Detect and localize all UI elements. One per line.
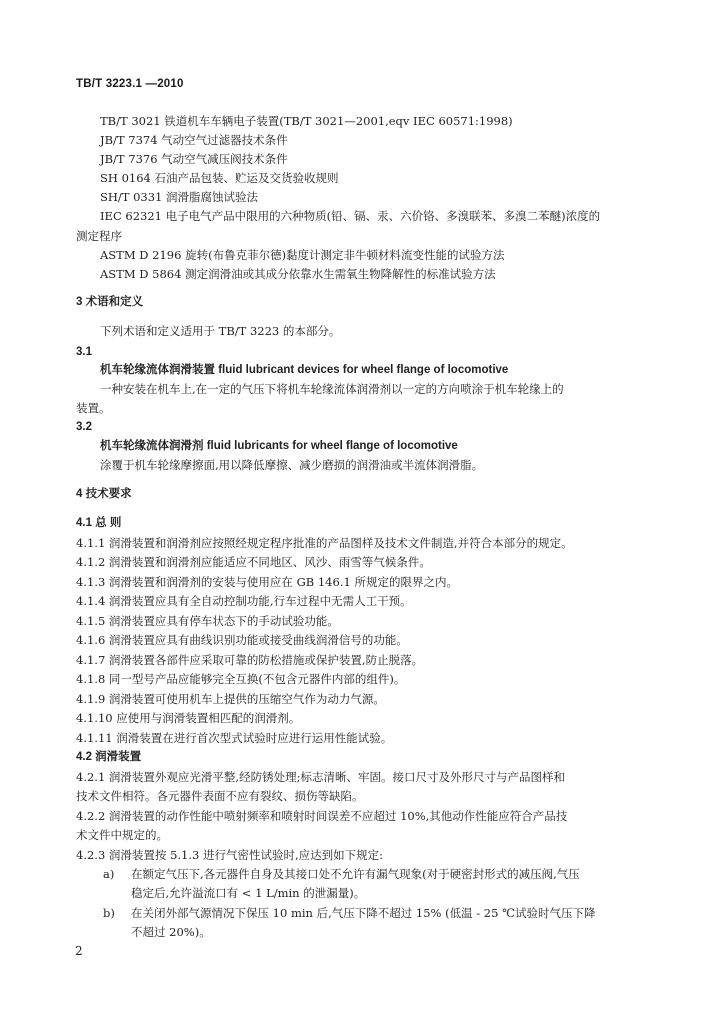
section-heading: 3 术语和定义 <box>76 296 144 308</box>
reference-item: SH/T 0331 润滑脂腐蚀试验法 <box>100 190 259 204</box>
clause: 4.1.10 应使用与润滑装置相匹配的润滑剂。 <box>76 711 301 725</box>
reference-item-continuation: 测定程序 <box>76 229 122 243</box>
clause: 4.1.1 润滑装置和润滑剂应按照经规定程序批准的产品图样及技术文件制造,并符合本部分的规定。 <box>76 536 573 550</box>
list-label: b) <box>103 906 115 920</box>
clause: 4.1.5 润滑装置应具有停车状态下的手动试验功能。 <box>76 614 339 628</box>
list-item-text: 在额定气压下,各元器件自身及其接口处不允许有漏气现象(对于硬密封形式的减压阀,气压 <box>131 867 580 881</box>
term-definition: 装置。 <box>76 401 111 415</box>
reference-item: JB/T 7376 气动空气减压阀技术条件 <box>100 152 288 166</box>
subsection-heading: 4.1 总 则 <box>76 517 122 529</box>
list-item-text: 在关闭外部气源情况下保压 10 min 后,气压下降不超过 15% (低温 - 25 ℃试验时气压下降 <box>131 906 596 920</box>
reference-item: SH 0164 石油产品包装、贮运及交货验收规则 <box>100 171 339 185</box>
list-item-text: 稳定后,允许溢流口有 < 1 L/min 的泄漏量)。 <box>131 886 366 900</box>
reference-item: IEC 62321 电子电气产品中限用的六种物质(铅、镉、汞、六价铬、多溴联苯、多溴二苯醚)浓度的 <box>100 209 601 223</box>
clause: 4.1.11 润滑装置在进行首次型式试验时应进行运用性能试验。 <box>76 731 393 745</box>
term-definition: 一种安装在机车上,在一定的气压下将机车轮缘流体润滑剂以一定的方向喷涂于机车轮缘上的 <box>100 382 564 396</box>
reference-item: TB/T 3021 铁道机车车辆电子装置(TB/T 3021—2001,eqv IEC 60571:1998) <box>100 114 513 128</box>
clause: 4.1.7 润滑装置各部件应采取可靠的防松措施或保护装置,防止脱落。 <box>76 653 424 667</box>
clause: 4.2.1 润滑装置外观应光滑平整,经防锈处理;标志清晰、牢固。接口尺寸及外形尺寸与产品图样和 <box>76 770 565 784</box>
clause: 4.2.3 润滑装置按 5.1.3 进行气密性试验时,应达到如下规定: <box>76 848 384 862</box>
clause: 4.1.3 润滑装置和润滑剂的安装与使用应在 GB 146.1 所规定的限界之内。 <box>76 575 458 589</box>
term-title: 机车轮缘流体润滑装置 fluid lubricant devices for wheel flange of locomotive <box>100 364 509 376</box>
document-header: TB/T 3223.1 —2010 <box>76 78 184 90</box>
clause-continuation: 技术文件相符。各元器件表面不应有裂纹、损伤等缺陷。 <box>76 789 364 803</box>
term-number: 3.1 <box>76 346 92 358</box>
clause: 4.1.4 润滑装置应具有全自动控制功能,行车过程中无需人工干预。 <box>76 594 412 608</box>
page-number: 2 <box>75 944 83 958</box>
term-number: 3.2 <box>76 421 92 433</box>
reference-item: ASTM D 5864 测定润滑油或其成分依靠水生需氧生物降解性的标准试验方法 <box>100 267 496 281</box>
paragraph: 下列术语和定义适用于 TB/T 3223 的本部分。 <box>100 324 341 338</box>
term-title: 机车轮缘流体润滑剂 fluid lubricants for wheel flange of locomotive <box>100 440 458 452</box>
list-label: a) <box>103 867 115 881</box>
reference-item: ASTM D 2196 旋转(布鲁克菲尔德)黏度计测定非牛顿材料流变性能的试验方法 <box>100 248 505 262</box>
clause: 4.1.2 润滑装置和润滑剂应能适应不同地区、风沙、雨雪等气候条件。 <box>76 555 431 569</box>
clause: 4.1.9 润滑装置可使用机车上提供的压缩空气作为动力气源。 <box>76 692 385 706</box>
clause: 4.1.8 同一型号产品应能够完全互换(不包含元器件内部的组件)。 <box>76 672 406 686</box>
reference-item: JB/T 7374 气动空气过滤器技术条件 <box>100 133 288 147</box>
subsection-heading: 4.2 润滑装置 <box>76 751 142 763</box>
clause: 4.2.2 润滑装置的动作性能中喷射频率和喷射时间误差不应超过 10%,其他动作性能应符合产品技 <box>76 809 568 823</box>
term-definition: 涂覆于机车轮缘摩擦面,用以降低摩擦、减少磨损的润滑油或半流体润滑脂。 <box>100 458 484 472</box>
clause-continuation: 术文件中规定的。 <box>76 828 168 842</box>
section-heading: 4 技术要求 <box>76 488 132 500</box>
clause: 4.1.6 润滑装置应具有曲线识别功能或接受曲线润滑信号的功能。 <box>76 633 408 647</box>
list-item-text: 不超过 20%)。 <box>131 925 211 939</box>
